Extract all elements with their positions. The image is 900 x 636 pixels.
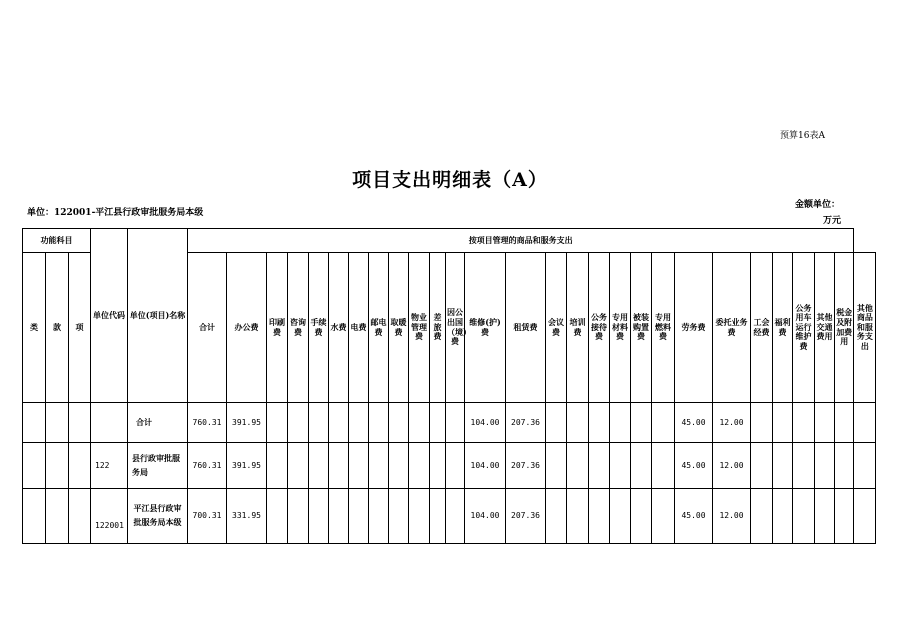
header-welfare: 福利费 — [773, 253, 793, 403]
header-materials: 专用材料费 — [610, 253, 631, 403]
row-unit-code: 122001 — [91, 489, 128, 544]
header-entrusted: 委托业务费 — [713, 253, 751, 403]
header-training: 培训费 — [567, 253, 589, 403]
header-union: 工会经费 — [751, 253, 773, 403]
header-office: 办公费 — [227, 253, 267, 403]
row-unit-code — [91, 403, 128, 443]
header-printing: 印刷费 — [267, 253, 288, 403]
header-heating: 取暖费 — [389, 253, 409, 403]
row-office: 331.95 — [227, 489, 267, 544]
table-row — [23, 489, 876, 544]
header-lei: 类 — [23, 253, 46, 403]
header-reception: 公务接待费 — [589, 253, 610, 403]
header-rent: 租赁费 — [506, 253, 546, 403]
header-other: 其他商品和服务支出 — [854, 253, 876, 403]
row-unit-name: 平江县行政审批服务局本级 — [128, 489, 188, 544]
row-labor: 45.00 — [675, 403, 713, 443]
row-total: 700.31 — [188, 489, 227, 544]
header-labor: 劳务费 — [675, 253, 713, 403]
header-unit-code: 单位代码 — [91, 229, 128, 403]
row-entrusted: 12.00 — [713, 403, 751, 443]
header-tax: 税金及附加费用 — [835, 253, 854, 403]
header-total: 合计 — [188, 253, 227, 403]
row-rent: 207.36 — [506, 443, 546, 489]
row-rent: 207.36 — [506, 489, 546, 544]
row-unit-name: 合计 — [128, 403, 188, 443]
row-repair: 104.00 — [465, 403, 506, 443]
row-total: 760.31 — [188, 443, 227, 489]
header-repair: 维修(护)费 — [465, 253, 506, 403]
header-handling: 手续费 — [309, 253, 329, 403]
row-rent: 207.36 — [506, 403, 546, 443]
header-consulting: 咨询费 — [288, 253, 309, 403]
row-entrusted: 12.00 — [713, 489, 751, 544]
header-transport: 其他交通费用 — [815, 253, 835, 403]
header-goods-services: 按项目管理的商品和服务支出 — [188, 229, 854, 253]
header-fuel: 专用燃料费 — [652, 253, 675, 403]
header-abroad: 因公出国（境）费 — [446, 253, 465, 403]
row-office: 391.95 — [227, 403, 267, 443]
header-post-telecom: 邮电费 — [369, 253, 389, 403]
header-vehicle: 公务用车运行维护费 — [793, 253, 815, 403]
header-electricity: 电费 — [349, 253, 369, 403]
header-xiang: 项 — [69, 253, 91, 403]
form-code: 预算16表A — [780, 131, 825, 141]
row-total: 760.31 — [188, 403, 227, 443]
page-title: 项目支出明细表（A） — [352, 169, 548, 191]
reporting-unit: 单位：122001-平江县行政审批服务局本级 — [27, 208, 204, 218]
row-labor: 45.00 — [675, 489, 713, 544]
row-office: 391.95 — [227, 443, 267, 489]
header-unit-name: 单位(项目)名称 — [128, 229, 188, 403]
currency-unit-label: 金额单位： — [795, 200, 841, 210]
row-unit-name: 县行政审批服务局 — [128, 443, 188, 489]
expenditure-table — [22, 228, 876, 544]
header-kuan: 款 — [46, 253, 69, 403]
header-water: 水费 — [329, 253, 349, 403]
header-row-1 — [23, 229, 876, 253]
table-row — [23, 403, 876, 443]
row-unit-code: 122 — [91, 443, 128, 489]
row-repair: 104.00 — [465, 443, 506, 489]
header-property: 物业管理费 — [409, 253, 430, 403]
row-repair: 104.00 — [465, 489, 506, 544]
header-travel: 差旅费 — [430, 253, 446, 403]
header-meeting: 会议费 — [546, 253, 567, 403]
header-uniforms: 被装购置费 — [631, 253, 652, 403]
header-function-subject: 功能科目 — [23, 229, 91, 253]
table-row — [23, 443, 876, 489]
currency-unit-value: 万元 — [823, 216, 842, 226]
row-labor: 45.00 — [675, 443, 713, 489]
row-entrusted: 12.00 — [713, 443, 751, 489]
